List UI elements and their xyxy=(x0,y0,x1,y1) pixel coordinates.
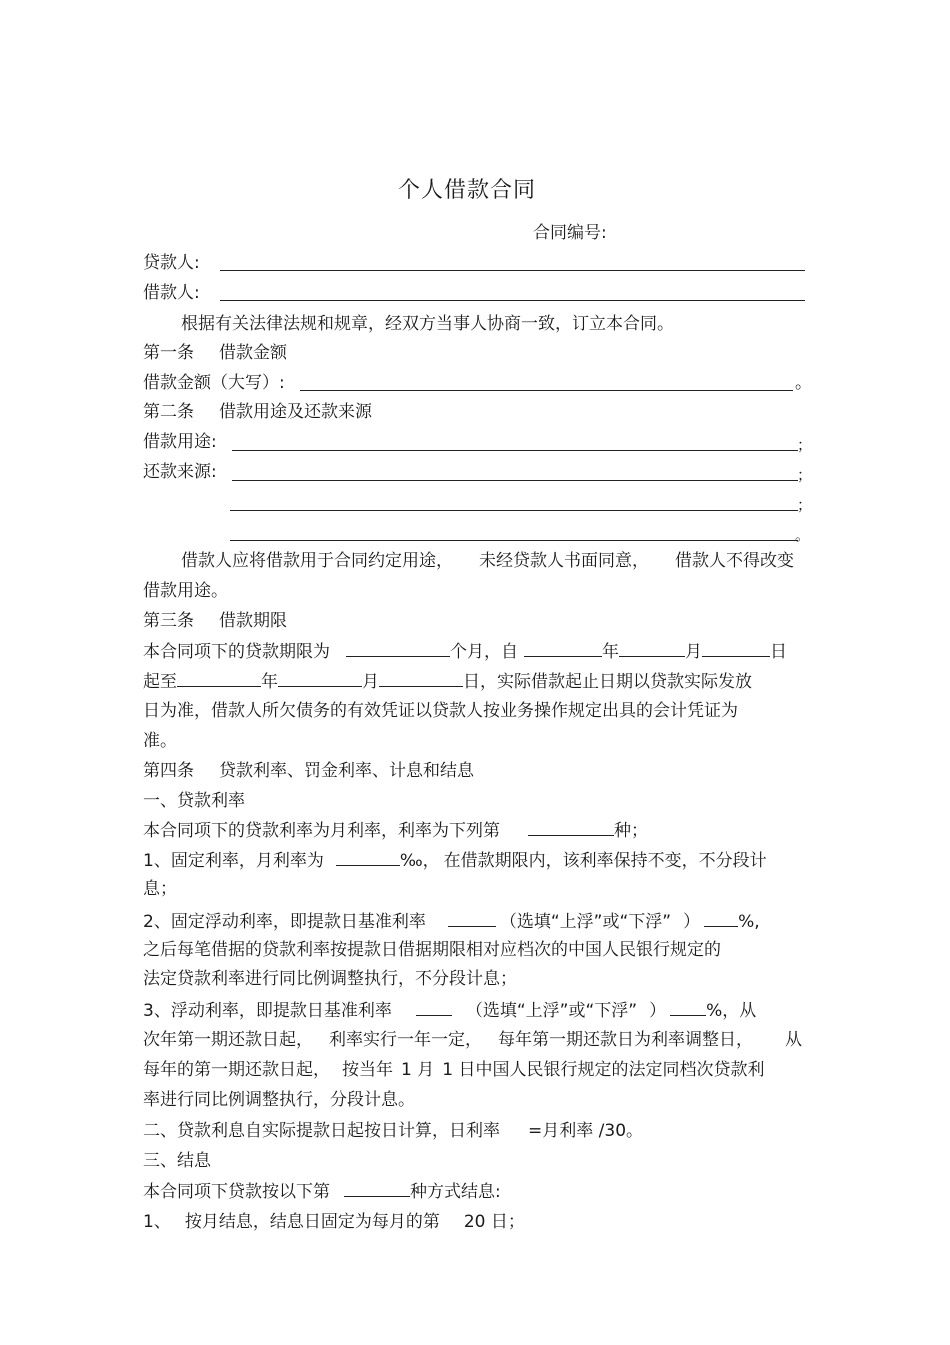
section-interest-calc: 二、贷款利息自实际提款日起按日计算，日利率 =月利率 /30。 xyxy=(143,1121,644,1141)
preamble: 根据有关法律法规和规章，经双方当事人协商一致，订立本合同。 xyxy=(181,314,674,334)
start-year-field[interactable] xyxy=(524,640,602,657)
section-settlement: 三、结息 xyxy=(143,1151,211,1171)
amount-label: 借款金额（大写）: xyxy=(143,373,285,393)
option-2-line: 2、固定浮动利率，即提款日基准利率 （选填“上浮”或“下浮” ） %, xyxy=(143,912,760,932)
repayment-source-label: 还款来源: xyxy=(143,462,217,482)
purpose-label: 借款用途: xyxy=(143,432,217,452)
article-1-heading: 第一条 借款金额 xyxy=(143,343,287,363)
source-end-3: 。 xyxy=(795,526,811,544)
option-2-cont-1: 之后每笔借据的贷款利率按提款日借据期限相对应档次的中国人民银行规定的 xyxy=(143,940,721,960)
term-line-1: 本合同项下的贷款期限为 个月，自 年 月 日 xyxy=(143,642,787,662)
term-line-2: 起至 年 月 日，实际借款起止日期以贷款实际发放 xyxy=(143,672,752,692)
option-3-cont-1: 次年第一期还款日起， 利率实行一年一定， 每年第一期还款日为利率调整日， 从 xyxy=(143,1030,802,1050)
start-day-field[interactable] xyxy=(702,640,770,657)
rate-choice-field[interactable] xyxy=(528,819,614,836)
purpose-end: ； xyxy=(797,436,813,454)
purpose-field[interactable] xyxy=(232,450,798,451)
settlement-choice-field[interactable] xyxy=(344,1180,410,1197)
amount-end: 。 xyxy=(795,373,812,393)
end-day-field[interactable] xyxy=(379,670,463,687)
article-4-heading: 第四条 贷款利率、罚金利率、计息和结息 xyxy=(143,761,474,781)
borrower-field[interactable] xyxy=(220,300,805,301)
option-2-direction-field[interactable] xyxy=(448,910,496,927)
repayment-source-field-3[interactable] xyxy=(230,540,798,541)
term-months-field[interactable] xyxy=(346,640,450,657)
purpose-note: 借款人应将借款用于合同约定用途， 未经贷款人书面同意， 借款人不得改变 xyxy=(181,551,794,571)
purpose-note-cont: 借款用途。 xyxy=(143,581,228,601)
settlement-choice-line: 本合同项下贷款按以下第 种方式结息: xyxy=(143,1182,501,1202)
section-interest-rate: 一、贷款利率 xyxy=(143,791,245,811)
option-3-cont-2: 每年的第一期还款日起， 按当年 1 月 1 日中国人民银行规定的法定同档次贷款利 xyxy=(143,1060,765,1080)
option-3-cont-3: 率进行同比例调整执行，分段计息。 xyxy=(143,1090,415,1110)
option-3-line: 3、浮动利率，即提款日基准利率 （选填“上浮”或“下浮” ） %，从 xyxy=(143,1001,757,1021)
monthly-rate-field[interactable] xyxy=(336,849,400,866)
end-month-field[interactable] xyxy=(278,670,362,687)
option-3-direction-field[interactable] xyxy=(416,999,452,1016)
option-2-cont-2: 法定贷款利率进行同比例调整执行，不分段计息； xyxy=(143,969,517,989)
start-month-field[interactable] xyxy=(619,640,685,657)
borrower-label: 借款人: xyxy=(143,283,200,303)
term-line-3: 日为准，借款人所欠债务的有效凭证以贷款人按业务操作规定出具的会计凭证为 xyxy=(143,701,738,721)
rate-choice-line: 本合同项下的贷款利率为月利率，利率为下列第 种； xyxy=(143,821,648,841)
article-3-heading: 第三条 借款期限 xyxy=(143,611,287,631)
page-title: 个人借款合同 xyxy=(398,178,537,203)
settlement-method-1: 1、 按月结息，结息日固定为每月的第 20 日； xyxy=(143,1212,525,1232)
article-2-heading: 第二条 借款用途及还款来源 xyxy=(143,402,372,422)
contract-number-label: 合同编号: xyxy=(533,223,607,243)
amount-field[interactable] xyxy=(300,390,793,391)
repayment-source-field-2[interactable] xyxy=(230,510,798,511)
repayment-source-field-1[interactable] xyxy=(232,480,798,481)
option-1-line: 1、固定利率，月利率为 ‰， 在借款期限内，该利率保持不变，不分段计 xyxy=(143,851,767,871)
source-end-1: ； xyxy=(797,466,813,484)
term-line-4: 准。 xyxy=(143,731,177,751)
source-end-2: ； xyxy=(797,496,813,514)
lender-field[interactable] xyxy=(220,270,805,271)
lender-label: 贷款人: xyxy=(143,253,200,273)
option-3-percent-field[interactable] xyxy=(670,999,706,1016)
option-1-cont: 息； xyxy=(143,879,177,899)
option-2-percent-field[interactable] xyxy=(704,910,738,927)
end-year-field[interactable] xyxy=(177,670,261,687)
